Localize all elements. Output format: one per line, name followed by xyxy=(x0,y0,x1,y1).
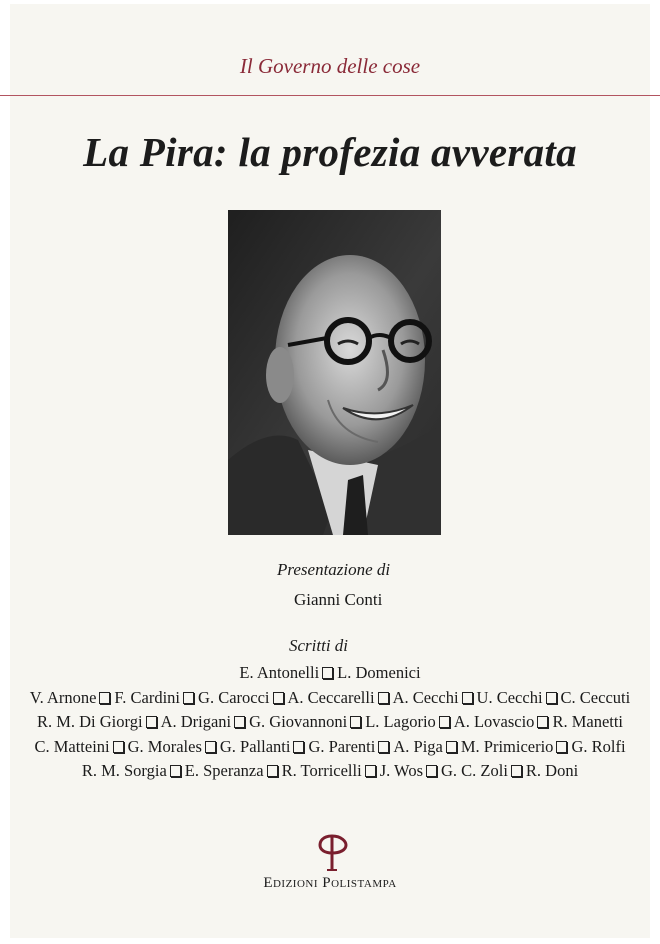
polistampa-p-logo xyxy=(318,832,348,872)
author-name: C. Matteini xyxy=(34,736,110,756)
author-name: G. C. Zoli xyxy=(440,761,508,780)
square-bullet-icon xyxy=(267,765,278,777)
presenter-name: Gianni Conti xyxy=(294,590,383,609)
author-name: A. Lovascio xyxy=(453,712,535,731)
presentation-label: Presentazione di xyxy=(277,560,391,579)
square-bullet-icon xyxy=(378,692,389,704)
author-name: R. Torricelli xyxy=(281,761,362,780)
portrait-illustration xyxy=(228,210,441,535)
square-bullet-icon xyxy=(511,765,522,777)
square-bullet-icon xyxy=(234,716,245,728)
author-name: A. Ceccarelli xyxy=(287,687,375,707)
square-bullet-icon xyxy=(99,692,110,704)
author-name: A. Piga xyxy=(393,736,443,756)
square-bullet-icon xyxy=(273,692,284,704)
square-bullet-icon xyxy=(293,741,304,753)
author-name: A. Cecchi xyxy=(392,687,459,707)
square-bullet-icon xyxy=(146,716,157,728)
author-name: G. Giovannoni xyxy=(249,712,348,731)
author-name: M. Primicerio xyxy=(460,736,554,756)
author-line xyxy=(0,735,660,760)
square-bullet-icon xyxy=(365,765,376,777)
author-line xyxy=(0,710,660,735)
author-name: G. Parenti xyxy=(308,736,376,756)
author-name: L. Lagorio xyxy=(365,712,436,731)
author-name: U. Cecchi xyxy=(476,687,543,707)
square-bullet-icon xyxy=(205,741,216,753)
square-bullet-icon xyxy=(546,692,557,704)
author-name: E. Antonelli xyxy=(239,663,320,682)
writings-label: Scritti di xyxy=(289,636,349,655)
author-name: G. Rolfi xyxy=(571,736,626,756)
author-name: L. Domenici xyxy=(337,663,421,682)
author-name: G. Pallanti xyxy=(219,736,291,756)
author-list xyxy=(0,661,660,784)
author-name: R. Manetti xyxy=(552,712,624,731)
author-line xyxy=(0,759,660,784)
portrait-photo xyxy=(228,210,441,535)
square-bullet-icon xyxy=(322,667,333,679)
author-name: A. Drigani xyxy=(160,712,232,731)
author-name: C. Ceccuti xyxy=(560,687,631,707)
author-name: R. M. Di Giorgi xyxy=(36,712,143,731)
header-divider xyxy=(0,95,660,96)
square-bullet-icon xyxy=(183,692,194,704)
author-line xyxy=(0,686,660,711)
author-name: G. Carocci xyxy=(198,687,270,707)
square-bullet-icon xyxy=(446,741,457,753)
square-bullet-icon xyxy=(426,765,437,777)
square-bullet-icon xyxy=(378,741,389,753)
square-bullet-icon xyxy=(537,716,548,728)
book-cover xyxy=(10,4,650,938)
author-name: J. Wos xyxy=(379,761,423,780)
book-title: La Pira: la profezia avverata xyxy=(83,129,577,175)
square-bullet-icon xyxy=(462,692,473,704)
series-title: Il Governo delle cose xyxy=(239,54,421,78)
square-bullet-icon xyxy=(170,765,181,777)
author-name: F. Cardini xyxy=(114,687,181,707)
square-bullet-icon xyxy=(350,716,361,728)
square-bullet-icon xyxy=(556,741,567,753)
author-line xyxy=(0,661,660,686)
author-name: V. Arnone xyxy=(29,687,97,707)
author-name: R. M. Sorgia xyxy=(81,761,167,780)
author-name: R. Doni xyxy=(525,761,579,780)
publisher-name: Edizioni Polistampa xyxy=(263,875,397,891)
author-name: E. Speranza xyxy=(184,761,264,780)
square-bullet-icon xyxy=(113,741,124,753)
square-bullet-icon xyxy=(439,716,450,728)
author-name: G. Morales xyxy=(127,736,202,756)
